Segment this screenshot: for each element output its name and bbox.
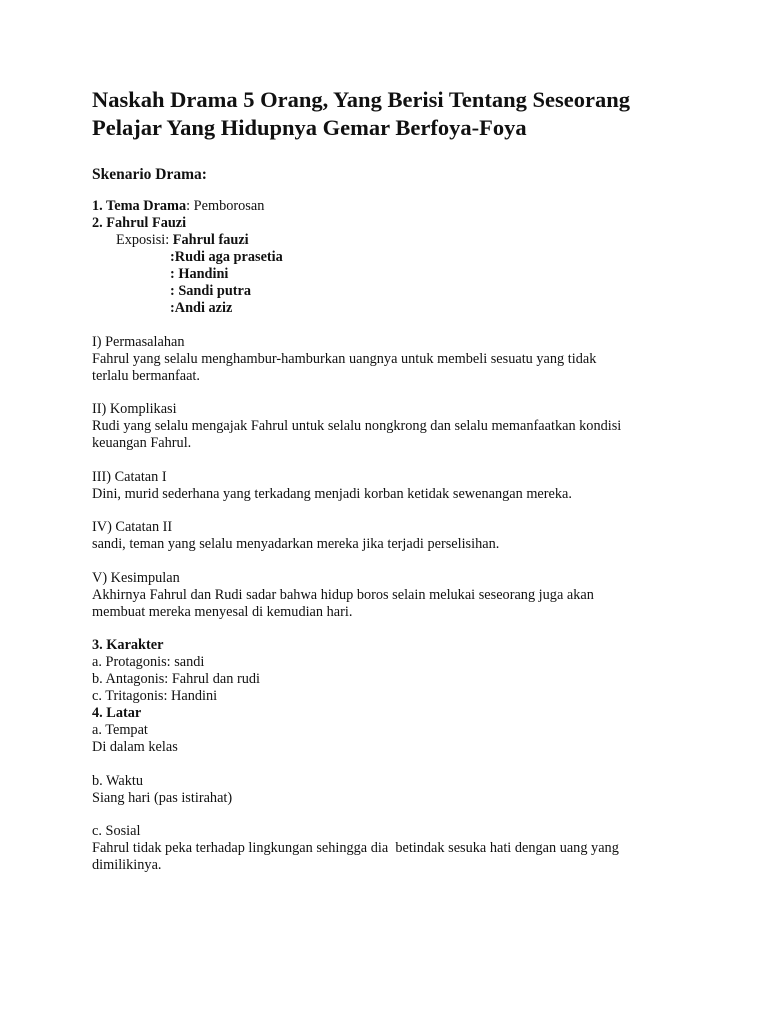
latar-tempat-label: a. Tempat	[92, 722, 148, 738]
document-title	[92, 86, 692, 142]
eksposisi-name-3: : Handini	[170, 266, 229, 282]
eksposisi-name-5: :Andi aziz	[170, 300, 233, 316]
eksposisi-name-4: : Sandi putra	[170, 283, 252, 299]
latar-tempat-value: Di dalam kelas	[92, 739, 178, 755]
karakter-heading: 3. Karakter	[92, 637, 164, 653]
eksposisi-line	[92, 232, 692, 249]
eksposisi-name-2: :Rudi aga prasetia	[170, 249, 283, 265]
karakter-item: c. Tritagonis: Handini	[92, 688, 218, 704]
karakter-item: a. Protagonis: sandi	[92, 654, 205, 670]
document-page	[92, 86, 692, 874]
latar-sosial-text: dimilikinya.	[92, 857, 162, 873]
section-heading: V) Kesimpulan	[92, 569, 180, 586]
eksposisi-label: Exposisi:	[116, 232, 173, 248]
tema-line	[92, 198, 692, 215]
latar-section	[92, 705, 692, 874]
section-text: Akhirnya Fahrul dan Rudi sadar bahwa hidup boros selain melukai seseorang juga akan	[92, 586, 594, 603]
latar-sosial-text: Fahrul tidak peka terhadap lingkungan sehingga dia betindak sesuka hati dengan uang yang	[92, 840, 619, 856]
section-heading: IV) Catatan II	[92, 519, 173, 535]
skenario-label: Skenario Drama	[92, 166, 202, 183]
skenario-heading	[92, 165, 692, 185]
tema-label: 1. Tema Drama	[92, 198, 187, 214]
latar-sosial-label: c. Sosial	[92, 823, 141, 839]
tema-value: : Pemborosan	[186, 198, 265, 214]
latar-heading: 4. Latar	[92, 705, 142, 721]
skenario-colon: :	[201, 166, 207, 183]
latar-waktu-label: b. Waktu	[92, 772, 144, 789]
section-text: Dini, murid sederhana yang terkadang menjadi korban ketidak sewenangan mereka.	[92, 485, 572, 502]
section-text: keuangan Fahrul.	[92, 435, 192, 451]
latar-waktu-value: Siang hari (pas istirahat)	[92, 789, 233, 806]
section-text: Rudi yang selalu mengajak Fahrul untuk selalu nongkrong dan selalu memanfaatkan kondisi	[92, 418, 622, 434]
karakter-item: b. Antagonis: Fahrul dan rudi	[92, 671, 260, 687]
section-heading: III) Catatan I	[92, 468, 167, 485]
title-line-2: Pelajar Yang Hidupnya Gemar Berfoya-Foya	[92, 115, 527, 140]
section-heading: I) Permasalahan	[92, 333, 185, 350]
section-permasalahan	[92, 334, 692, 385]
title-line-1: Naskah Drama 5 Orang, Yang Berisi Tentang Seseorang	[92, 87, 630, 112]
karakter-section	[92, 637, 692, 705]
section-text: terlalu bermanfaat.	[92, 367, 200, 384]
section-text: sandi, teman yang selalu menyadarkan mereka jika terjadi perselisihan.	[92, 536, 500, 552]
section-heading: II) Komplikasi	[92, 401, 177, 417]
section-catatan-1	[92, 469, 692, 503]
section-kesimpulan	[92, 570, 692, 621]
section-text: membuat mereka menyesal di kemudian hari.	[92, 603, 353, 620]
fahrul-heading: 2. Fahrul Fauzi	[92, 215, 187, 231]
section-catatan-2	[92, 519, 692, 553]
eksposisi-name-1: Fahrul fauzi	[172, 232, 249, 248]
section-text: Fahrul yang selalu menghambur-hamburkan uangnya untuk membeli sesuatu yang tidak	[92, 350, 597, 367]
section-komplikasi	[92, 401, 692, 452]
